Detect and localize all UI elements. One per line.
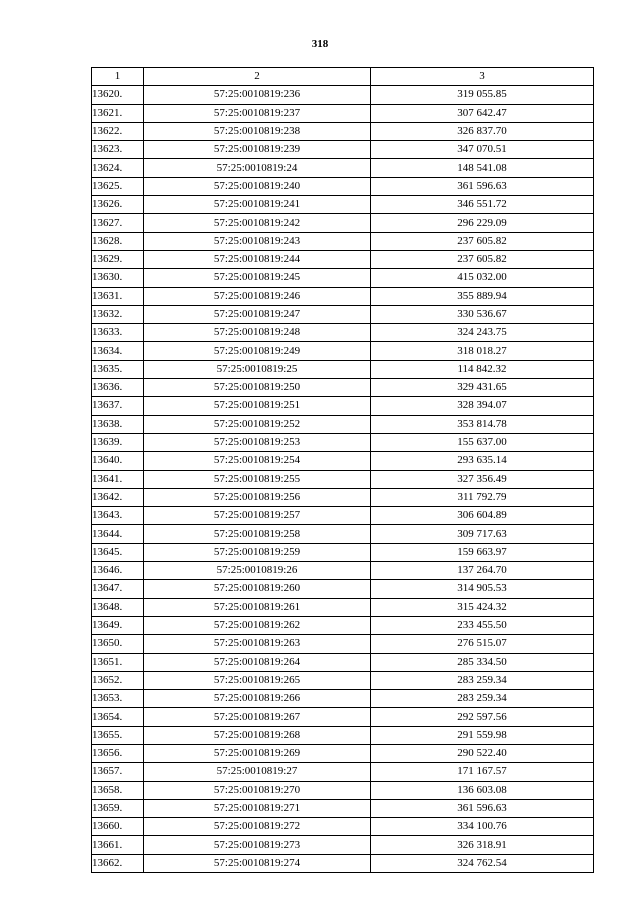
table-row: [92, 799, 594, 817]
row-number-cell: 13662.: [92, 854, 144, 872]
cadastral-number-cell: 57:25:0010819:238: [144, 122, 371, 140]
row-number-cell: 13639.: [92, 433, 144, 451]
data-table: [91, 67, 594, 873]
value-cell: 309 717.63: [371, 525, 594, 543]
cadastral-number-cell: 57:25:0010819:25: [144, 360, 371, 378]
table-row: [92, 269, 594, 287]
cadastral-number-cell: 57:25:0010819:273: [144, 836, 371, 854]
cadastral-number-cell: 57:25:0010819:266: [144, 690, 371, 708]
table-row: [92, 433, 594, 451]
table-row: [92, 122, 594, 140]
row-number-cell: 13657.: [92, 763, 144, 781]
table-row: [92, 196, 594, 214]
cadastral-number-cell: 57:25:0010819:27: [144, 763, 371, 781]
table-row: [92, 836, 594, 854]
table-body: [92, 86, 594, 873]
table-row: [92, 598, 594, 616]
table-row: [92, 507, 594, 525]
table-row: [92, 104, 594, 122]
cadastral-number-cell: 57:25:0010819:263: [144, 635, 371, 653]
value-cell: 293 635.14: [371, 452, 594, 470]
table-row: [92, 854, 594, 872]
row-number-cell: 13652.: [92, 671, 144, 689]
value-cell: 361 596.63: [371, 799, 594, 817]
value-cell: 353 814.78: [371, 415, 594, 433]
table-row: [92, 781, 594, 799]
table-row: [92, 543, 594, 561]
value-cell: 311 792.79: [371, 488, 594, 506]
table-row: [92, 562, 594, 580]
value-cell: 361 596.63: [371, 177, 594, 195]
value-cell: 276 515.07: [371, 635, 594, 653]
table-row: [92, 342, 594, 360]
table-row: [92, 360, 594, 378]
row-number-cell: 13638.: [92, 415, 144, 433]
cadastral-number-cell: 57:25:0010819:252: [144, 415, 371, 433]
table-row: [92, 397, 594, 415]
value-cell: 290 522.40: [371, 744, 594, 762]
value-cell: 330 536.67: [371, 305, 594, 323]
cadastral-number-cell: 57:25:0010819:245: [144, 269, 371, 287]
cadastral-number-cell: 57:25:0010819:271: [144, 799, 371, 817]
table-row: [92, 379, 594, 397]
row-number-cell: 13644.: [92, 525, 144, 543]
cadastral-number-cell: 57:25:0010819:251: [144, 397, 371, 415]
table-row: [92, 671, 594, 689]
table-row: [92, 250, 594, 268]
cadastral-number-cell: 57:25:0010819:257: [144, 507, 371, 525]
value-cell: 347 070.51: [371, 141, 594, 159]
value-cell: 114 842.32: [371, 360, 594, 378]
row-number-cell: 13637.: [92, 397, 144, 415]
cadastral-number-cell: 57:25:0010819:243: [144, 232, 371, 250]
cadastral-number-cell: 57:25:0010819:272: [144, 818, 371, 836]
cadastral-number-cell: 57:25:0010819:260: [144, 580, 371, 598]
value-cell: 296 229.09: [371, 214, 594, 232]
cadastral-number-cell: 57:25:0010819:255: [144, 470, 371, 488]
value-cell: 237 605.82: [371, 250, 594, 268]
value-cell: 233 455.50: [371, 616, 594, 634]
row-number-cell: 13654.: [92, 708, 144, 726]
row-number-cell: 13655.: [92, 726, 144, 744]
row-number-cell: 13645.: [92, 543, 144, 561]
cadastral-number-cell: 57:25:0010819:26: [144, 562, 371, 580]
table-row: [92, 287, 594, 305]
value-cell: 307 642.47: [371, 104, 594, 122]
cadastral-number-cell: 57:25:0010819:254: [144, 452, 371, 470]
row-number-cell: 13646.: [92, 562, 144, 580]
value-cell: 155 637.00: [371, 433, 594, 451]
value-cell: 315 424.32: [371, 598, 594, 616]
cadastral-number-cell: 57:25:0010819:247: [144, 305, 371, 323]
row-number-cell: 13626.: [92, 196, 144, 214]
value-cell: 327 356.49: [371, 470, 594, 488]
cadastral-number-cell: 57:25:0010819:241: [144, 196, 371, 214]
cadastral-number-cell: 57:25:0010819:265: [144, 671, 371, 689]
cadastral-number-cell: 57:25:0010819:239: [144, 141, 371, 159]
value-cell: 306 604.89: [371, 507, 594, 525]
table-row: [92, 452, 594, 470]
column-header-2: 2: [144, 68, 371, 86]
value-cell: 292 597.56: [371, 708, 594, 726]
table-row: [92, 415, 594, 433]
cadastral-number-cell: 57:25:0010819:269: [144, 744, 371, 762]
cadastral-number-cell: 57:25:0010819:236: [144, 86, 371, 104]
value-cell: 136 603.08: [371, 781, 594, 799]
row-number-cell: 13632.: [92, 305, 144, 323]
row-number-cell: 13636.: [92, 379, 144, 397]
cadastral-number-cell: 57:25:0010819:268: [144, 726, 371, 744]
column-header-1: 1: [92, 68, 144, 86]
cadastral-number-cell: 57:25:0010819:242: [144, 214, 371, 232]
table-row: [92, 708, 594, 726]
value-cell: 355 889.94: [371, 287, 594, 305]
cadastral-number-cell: 57:25:0010819:240: [144, 177, 371, 195]
value-cell: 415 032.00: [371, 269, 594, 287]
row-number-cell: 13633.: [92, 324, 144, 342]
table-row: [92, 177, 594, 195]
row-number-cell: 13628.: [92, 232, 144, 250]
cadastral-number-cell: 57:25:0010819:250: [144, 379, 371, 397]
table-header-row: [92, 68, 594, 86]
row-number-cell: 13659.: [92, 799, 144, 817]
value-cell: 319 055.85: [371, 86, 594, 104]
cadastral-number-cell: 57:25:0010819:237: [144, 104, 371, 122]
row-number-cell: 13641.: [92, 470, 144, 488]
value-cell: 148 541.08: [371, 159, 594, 177]
table-row: [92, 690, 594, 708]
value-cell: 326 837.70: [371, 122, 594, 140]
value-cell: 326 318.91: [371, 836, 594, 854]
table-row: [92, 159, 594, 177]
table-row: [92, 525, 594, 543]
row-number-cell: 13621.: [92, 104, 144, 122]
row-number-cell: 13627.: [92, 214, 144, 232]
value-cell: 329 431.65: [371, 379, 594, 397]
table-row: [92, 324, 594, 342]
row-number-cell: 13629.: [92, 250, 144, 268]
value-cell: 283 259.34: [371, 671, 594, 689]
cadastral-number-cell: 57:25:0010819:264: [144, 653, 371, 671]
value-cell: 237 605.82: [371, 232, 594, 250]
row-number-cell: 13640.: [92, 452, 144, 470]
value-cell: 291 559.98: [371, 726, 594, 744]
row-number-cell: 13631.: [92, 287, 144, 305]
cadastral-number-cell: 57:25:0010819:258: [144, 525, 371, 543]
row-number-cell: 13643.: [92, 507, 144, 525]
value-cell: 318 018.27: [371, 342, 594, 360]
value-cell: 285 334.50: [371, 653, 594, 671]
row-number-cell: 13649.: [92, 616, 144, 634]
table-row: [92, 635, 594, 653]
row-number-cell: 13661.: [92, 836, 144, 854]
table-row: [92, 86, 594, 104]
cadastral-number-cell: 57:25:0010819:246: [144, 287, 371, 305]
row-number-cell: 13653.: [92, 690, 144, 708]
table-row: [92, 818, 594, 836]
row-number-cell: 13658.: [92, 781, 144, 799]
row-number-cell: 13648.: [92, 598, 144, 616]
table-row: [92, 744, 594, 762]
row-number-cell: 13656.: [92, 744, 144, 762]
table-row: [92, 653, 594, 671]
cadastral-number-cell: 57:25:0010819:259: [144, 543, 371, 561]
value-cell: 346 551.72: [371, 196, 594, 214]
row-number-cell: 13650.: [92, 635, 144, 653]
value-cell: 324 243.75: [371, 324, 594, 342]
cadastral-number-cell: 57:25:0010819:253: [144, 433, 371, 451]
row-number-cell: 13620.: [92, 86, 144, 104]
row-number-cell: 13635.: [92, 360, 144, 378]
page-number: 318: [311, 38, 329, 50]
cadastral-number-cell: 57:25:0010819:262: [144, 616, 371, 634]
row-number-cell: 13624.: [92, 159, 144, 177]
cadastral-number-cell: 57:25:0010819:248: [144, 324, 371, 342]
column-header-3: 3: [371, 68, 594, 86]
table-row: [92, 305, 594, 323]
value-cell: 334 100.76: [371, 818, 594, 836]
row-number-cell: 13625.: [92, 177, 144, 195]
cadastral-number-cell: 57:25:0010819:267: [144, 708, 371, 726]
table-row: [92, 232, 594, 250]
row-number-cell: 13630.: [92, 269, 144, 287]
cadastral-number-cell: 57:25:0010819:270: [144, 781, 371, 799]
cadastral-number-cell: 57:25:0010819:261: [144, 598, 371, 616]
row-number-cell: 13647.: [92, 580, 144, 598]
row-number-cell: 13660.: [92, 818, 144, 836]
table-row: [92, 726, 594, 744]
row-number-cell: 13622.: [92, 122, 144, 140]
value-cell: 328 394.07: [371, 397, 594, 415]
row-number-cell: 13623.: [92, 141, 144, 159]
table-row: [92, 763, 594, 781]
value-cell: 159 663.97: [371, 543, 594, 561]
value-cell: 314 905.53: [371, 580, 594, 598]
value-cell: 324 762.54: [371, 854, 594, 872]
value-cell: 137 264.70: [371, 562, 594, 580]
table-row: [92, 470, 594, 488]
cadastral-number-cell: 57:25:0010819:274: [144, 854, 371, 872]
cadastral-number-cell: 57:25:0010819:249: [144, 342, 371, 360]
table-row: [92, 580, 594, 598]
table-row: [92, 214, 594, 232]
row-number-cell: 13634.: [92, 342, 144, 360]
table-row: [92, 141, 594, 159]
table-row: [92, 616, 594, 634]
row-number-cell: 13642.: [92, 488, 144, 506]
cadastral-number-cell: 57:25:0010819:256: [144, 488, 371, 506]
value-cell: 171 167.57: [371, 763, 594, 781]
table-row: [92, 488, 594, 506]
row-number-cell: 13651.: [92, 653, 144, 671]
cadastral-number-cell: 57:25:0010819:24: [144, 159, 371, 177]
value-cell: 283 259.34: [371, 690, 594, 708]
cadastral-number-cell: 57:25:0010819:244: [144, 250, 371, 268]
